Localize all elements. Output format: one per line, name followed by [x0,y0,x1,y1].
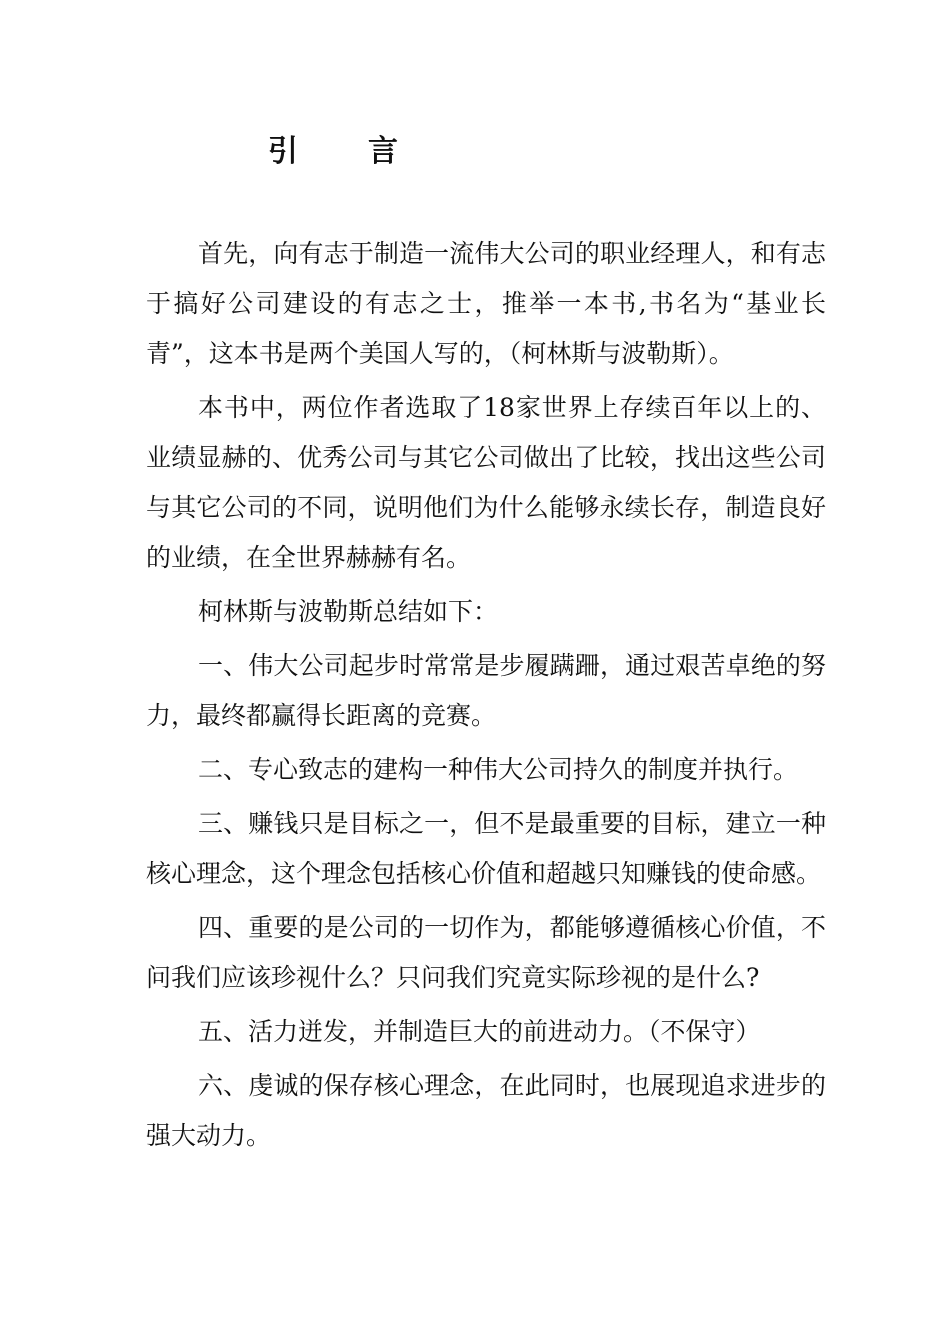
paragraph-point-5: 五、活力迸发，并制造巨大的前进动力。（不保守） [198,1017,761,1046]
paragraph-point-2: 二、专心致志的建构一种伟大公司持久的制度并执行。 [198,755,799,784]
paragraph-intro: 首先，向有志于制造一流伟大公司的职业经理人，和有志于搞好公司建设的有志之士，推举一本书,书名为“基业长青”，这本书是两个美国人写的，（柯林斯与波勒斯）。 [146,239,826,368]
document-body [146,229,826,1161]
paragraph-point-4: 四、重要的是公司的一切作为，都能够遵循核心价值，不问我们应该珍视什么？只问我们究竟实际珍视的是什么? [146,913,826,992]
paragraph-summary-heading: 柯林斯与波勒斯总结如下： [198,597,499,626]
title-char-1: 引 [268,134,298,169]
page-title [268,132,398,172]
paragraph-point-1: 一、伟大公司起步时常常是步履蹒跚，通过艰苦卓绝的努力，最终都赢得长距离的竞赛。 [146,651,826,730]
paragraph-point-6: 六、虔诚的保存核心理念，在此同时，也展现追求进步的强大动力。 [146,1071,826,1150]
paragraph-point-3: 三、赚钱只是目标之一，但不是最重要的目标，建立一种核心理念，这个理念包括核心价值和超越只知赚钱的使命感。 [146,809,826,888]
paragraph-study: 本书中，两位作者选取了18家世界上存续百年以上的、业绩显赫的、优秀公司与其它公司做出了比较，找出这些公司与其它公司的不同，说明他们为什么能够永续长存，制造良好的业绩，在全世界赫赫有名。 [146,393,826,572]
title-char-2: 言 [368,134,398,169]
